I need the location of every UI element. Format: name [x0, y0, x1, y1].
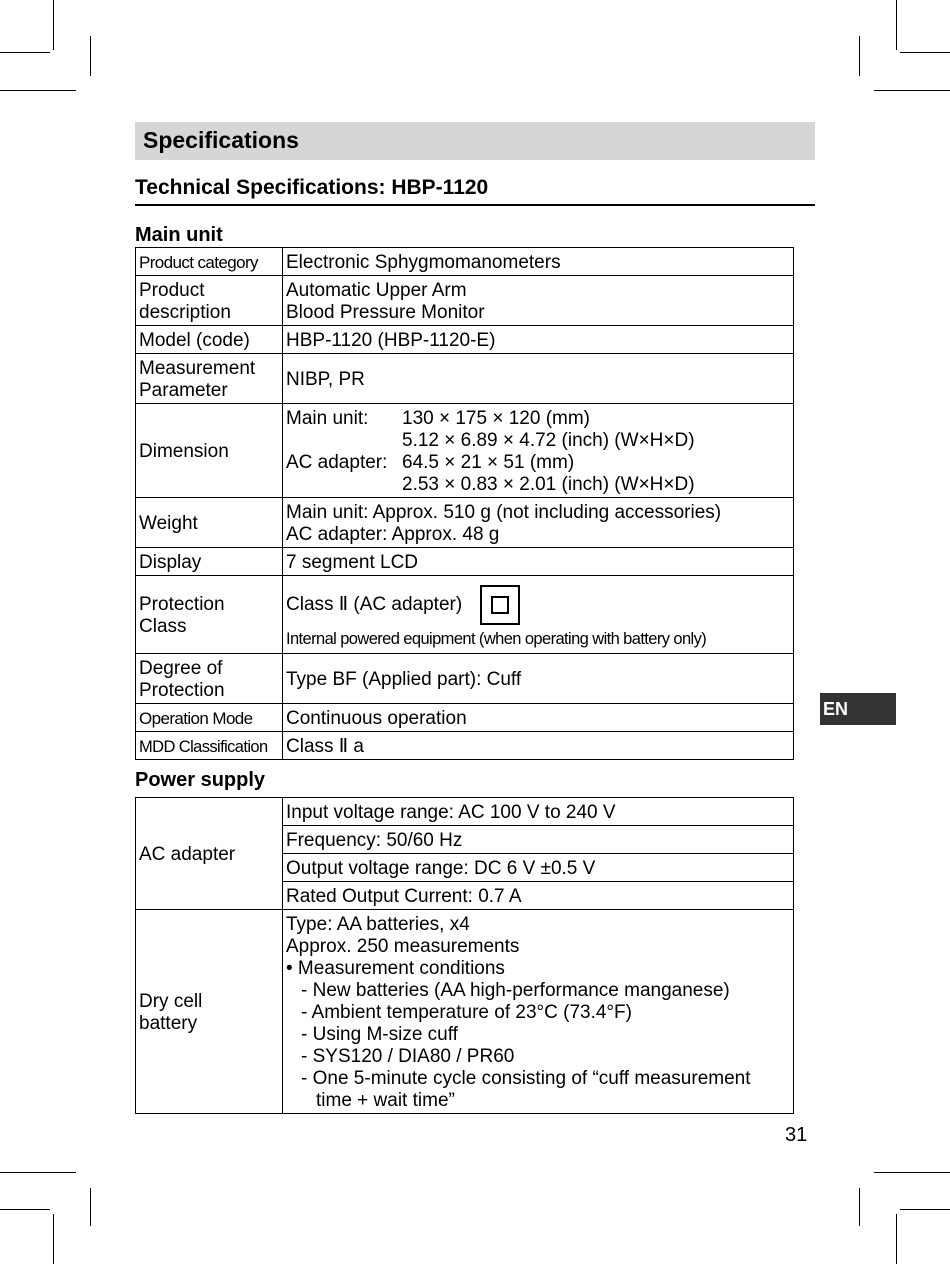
- row-value: Rated Output Current: 0.7 A: [283, 882, 794, 910]
- row-label: [136, 654, 283, 704]
- table-row: [136, 498, 794, 548]
- language-tab: [820, 693, 896, 725]
- power-supply-heading: Power supply: [135, 769, 266, 791]
- crop-mark: [0, 90, 76, 91]
- dimension-main-unit-label: Main unit:: [286, 407, 369, 429]
- class-ii-text: Class Ⅱ (AC adapter): [286, 593, 463, 615]
- row-label-line: Protection: [139, 593, 225, 615]
- crop-mark: [896, 1214, 897, 1264]
- row-label: Operation Mode: [136, 704, 283, 732]
- power-supply-table: [135, 797, 794, 1114]
- row-label-line: Protection: [139, 679, 225, 701]
- table-row: [136, 248, 794, 276]
- spacer: [286, 474, 402, 496]
- row-value: [283, 276, 794, 326]
- row-value: [283, 910, 794, 1114]
- section-heading-text: Specifications: [143, 127, 299, 153]
- dimension-adapter-inch: 2.53 × 0.83 × 2.01 (inch) (W×H×D): [402, 473, 695, 495]
- language-tab-label: EN: [823, 699, 849, 719]
- row-label-line: Degree of: [139, 657, 223, 679]
- battery-type: Type: AA batteries, x4: [286, 913, 470, 935]
- dimension-grid: [286, 408, 790, 496]
- row-label: [136, 354, 283, 404]
- row-label: [136, 576, 283, 654]
- crop-mark: [900, 1209, 950, 1210]
- page-number: 31: [785, 1124, 808, 1146]
- row-value: 7 segment LCD: [283, 548, 794, 576]
- row-label: Display: [136, 548, 283, 576]
- row-value-line: Main unit: Approx. 510 g (not including accessories): [286, 501, 722, 523]
- condition-item: - New batteries (AA high-performance manganese): [301, 979, 730, 1001]
- crop-mark: [896, 0, 897, 50]
- crop-mark: [53, 0, 54, 50]
- title-underline: [135, 204, 815, 206]
- row-label-line: battery: [139, 1012, 198, 1034]
- row-value: Input voltage range: AC 100 V to 240 V: [283, 798, 794, 826]
- row-value: Electronic Sphygmomanometers: [283, 248, 794, 276]
- condition-item: - Using M-size cuff: [301, 1023, 458, 1045]
- dimension-main-unit-mm: 130 × 175 × 120 (mm): [402, 407, 590, 429]
- table-row: [136, 910, 794, 1114]
- crop-mark: [53, 1214, 54, 1264]
- dimension-adapter-label: AC adapter:: [286, 451, 388, 473]
- row-label: AC adapter: [136, 798, 283, 910]
- crop-mark: [874, 90, 950, 91]
- row-value: Output voltage range: DC 6 V ±0.5 V: [283, 854, 794, 882]
- crop-mark: [90, 36, 91, 76]
- main-unit-heading: Main unit: [135, 224, 223, 246]
- row-label: MDD Classification: [136, 732, 283, 760]
- row-label-line: Product: [139, 279, 205, 301]
- row-value: [283, 498, 794, 548]
- crop-mark: [900, 52, 950, 53]
- table-row: [136, 548, 794, 576]
- row-label: [136, 910, 283, 1114]
- row-value-line: Blood Pressure Monitor: [286, 301, 485, 323]
- dimension-main-unit-inch: 5.12 × 6.89 × 4.72 (inch) (W×H×D): [402, 429, 695, 451]
- section-heading: [135, 122, 815, 160]
- spacer: [286, 430, 402, 452]
- row-value-line: Automatic Upper Arm: [286, 279, 467, 301]
- crop-mark: [859, 1188, 860, 1226]
- condition-item: - SYS120 / DIA80 / PR60: [301, 1045, 515, 1067]
- row-value: [283, 404, 794, 498]
- row-value: Class Ⅱ a: [283, 732, 794, 760]
- row-value: Continuous operation: [283, 704, 794, 732]
- crop-mark: [90, 1188, 91, 1226]
- row-label-line: Parameter: [139, 379, 228, 401]
- crop-mark: [874, 1172, 950, 1173]
- row-label: Model (code): [136, 326, 283, 354]
- row-label: [136, 276, 283, 326]
- class-ii-double-square-icon: [480, 585, 520, 625]
- condition-item: - One 5-minute cycle consisting of “cuff measurement time + wait time”: [301, 1067, 751, 1111]
- row-label-line: Class: [139, 615, 187, 637]
- dimension-adapter-mm: 64.5 × 21 × 51 (mm): [402, 451, 575, 473]
- row-label-line: Dry cell: [139, 990, 203, 1012]
- table-row: [136, 326, 794, 354]
- table-row: [136, 732, 794, 760]
- internal-powered-text: Internal powered equipment (when operating with battery only): [286, 629, 707, 648]
- table-row: [136, 404, 794, 498]
- row-value: [283, 576, 794, 654]
- crop-mark: [859, 36, 860, 76]
- row-label: Weight: [136, 498, 283, 548]
- row-label: Dimension: [136, 404, 283, 498]
- condition-item: - Ambient temperature of 23°C (73.4°F): [301, 1001, 632, 1023]
- crop-mark: [0, 1172, 76, 1173]
- row-value: Frequency: 50/60 Hz: [283, 826, 794, 854]
- row-label-line: Measurement: [139, 357, 256, 379]
- row-label: Product category: [136, 248, 283, 276]
- table-row: [136, 576, 794, 654]
- table-row: [136, 704, 794, 732]
- table-row: [136, 798, 794, 826]
- crop-mark: [0, 52, 50, 53]
- row-value: Type BF (Applied part): Cuff: [283, 654, 794, 704]
- crop-mark: [0, 1209, 50, 1210]
- conditions-heading: • Measurement conditions: [286, 957, 505, 979]
- row-value: NIBP, PR: [283, 354, 794, 404]
- row-value-line: AC adapter: Approx. 48 g: [286, 523, 500, 545]
- page-title: Technical Specifications: HBP-1120: [135, 176, 489, 199]
- main-unit-table: [135, 247, 794, 760]
- class-ii-line: [286, 582, 790, 628]
- row-value: HBP-1120 (HBP-1120-E): [283, 326, 794, 354]
- table-row: [136, 354, 794, 404]
- battery-measurements: Approx. 250 measurements: [286, 935, 520, 957]
- table-row: [136, 276, 794, 326]
- row-label-line: description: [139, 301, 231, 323]
- table-row: [136, 654, 794, 704]
